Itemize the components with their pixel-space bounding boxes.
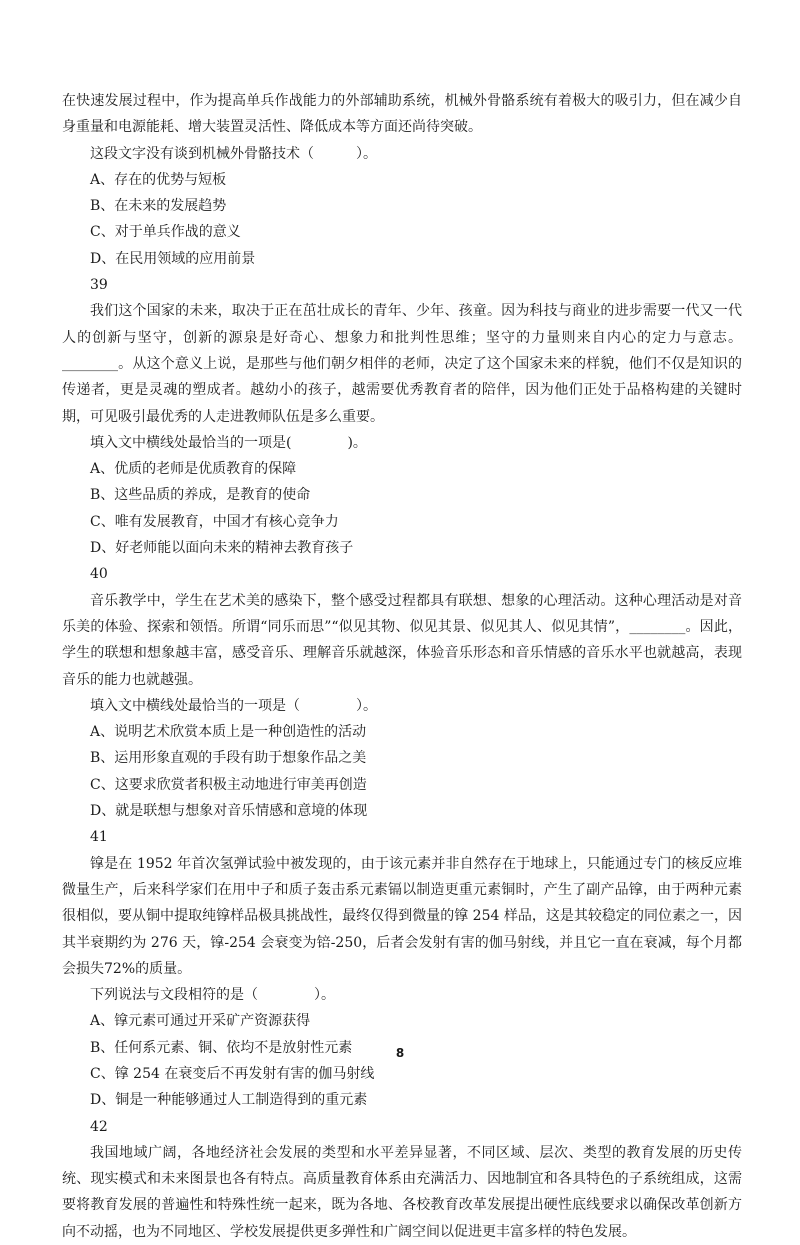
- option-c: C、这要求欣赏者积极主动地进行审美再创造: [90, 776, 367, 793]
- option-b: B、在未来的发展趋势: [90, 198, 227, 215]
- question-stem: 填入文中横线处最恰当的一项是（ ）。: [90, 697, 377, 714]
- option-b: B、任何系元素、铜、依均不是放射性元素: [90, 1039, 353, 1056]
- question-number: 42: [90, 1118, 108, 1135]
- question-stem: 下列说法与文段相符的是（ ）。: [90, 987, 335, 1004]
- option-b: B、这些品质的养成，是教育的使命: [90, 487, 311, 504]
- passage-continuation: 在快速发展过程中，作为提高单兵作战能力的外部辅助系统，机械外骨骼系统有着极大的吸引力，但在减少自身重量和电源能耗、增大装置灵活性、降低成本等方面还尚待突破。: [62, 93, 742, 136]
- question-40-block: [62, 561, 742, 824]
- question-39-block: [62, 272, 742, 561]
- question-passage: 音乐教学中，学生在艺术美的感染下，整个感受过程都具有联想、想象的心理活动。这种心理活动是对音乐美的体验、探索和领悟。所谓“同乐而思”“似见其物、似见其景、似见其人、似见其情”，________。因此，学生的联想和想象越丰富，感受音乐、理解音乐就越深，体验音乐形态和音乐情感的音乐水平也就越高，表现音乐的能力也就越强。: [62, 592, 742, 688]
- question-41-block: [62, 824, 742, 1113]
- question-passage: 镎是在 1952 年首次氢弹试验中被发现的，由于该元素并非自然存在于地球上，只能通过专门的核反应堆微量生产，后来科学家们在用中子和质子轰击系元素镉以制造更重元素铜时，产生了副产品镎，由于两种元素很相似，要从铜中提取纯镎样品极具挑战性，最终仅得到微量的镎 254 样品，这是其较稳定的同位素之一，因其半衰期约为 276 天，镎-254 会衰变为锫-250，后者会发射有害的伽马射线，并且它一直在衰减，每个月都会损失72%的质量。: [62, 855, 742, 977]
- question-number: 40: [90, 566, 108, 583]
- page-number: 8: [395, 1046, 405, 1060]
- question-stem: 填入文中横线处最恰当的一项是( )。: [90, 434, 367, 451]
- option-d: D、好老师能以面向未来的精神去教育孩子: [90, 540, 354, 557]
- option-c: C、镎 254 在衰变后不再发射有害的伽马射线: [90, 1065, 375, 1082]
- option-a: A、镎元素可通过开采矿产资源获得: [90, 1013, 311, 1030]
- option-d: D、铜是一种能够通过人工制造得到的重元素: [90, 1092, 368, 1109]
- question-number: 39: [90, 277, 108, 294]
- option-a: A、优质的老师是优质教育的保障: [90, 461, 297, 478]
- option-a: A、说明艺术欣赏本质上是一种创造性的活动: [90, 724, 367, 741]
- option-c: C、对于单兵作战的意义: [90, 224, 241, 241]
- option-d: D、在民用领域的应用前景: [90, 250, 256, 267]
- option-c: C、唯有发展教育，中国才有核心竞争力: [90, 513, 339, 530]
- question-38-block: [62, 88, 742, 272]
- option-a: A、存在的优势与短板: [90, 171, 227, 188]
- question-42-block: [62, 1114, 742, 1245]
- page-content: [62, 88, 742, 1245]
- option-d: D、就是联想与想象对音乐情感和意境的体现: [90, 803, 368, 820]
- option-b: B、运用形象直观的手段有助于想象作品之美: [90, 750, 367, 767]
- question-stem: 这段文字没有谈到机械外骨骼技术（ ）。: [90, 145, 377, 162]
- question-passage: 我国地域广阔，各地经济社会发展的类型和水平差异显著，不同区域、层次、类型的教育发展的历史传统、现实模式和未来图景也各有特点。高质量教育体系由充满活力、因地制宜和各具特色的子系统组成，这需要将教育发展的普遍性和特殊性统一起来，既为各地、各校教育改革发展提出硬性底线要求以确保改革创新方向不动摇，也为不同地区、学校发展提供更多弹性和广阔空间以促进更丰富多样的特色发展。: [62, 1144, 742, 1240]
- question-passage: 我们这个国家的未来，取决于正在茁壮成长的青年、少年、孩童。因为科技与商业的进步需要一代又一代人的创新与坚守，创新的源泉是好奇心、想象力和批判性思维；坚守的力量则来自内心的定力与意志。________。从这个意义上说，是那些与他们朝夕相伴的老师，决定了这个国家未来的样貌，他们不仅是知识的传递者，更是灵魂的塑成者。越幼小的孩子，越需要优秀教育者的陪伴，因为他们正处于品格构建的关键时期，可见吸引最优秀的人走进教师队伍是多么重要。: [62, 303, 742, 425]
- question-number: 41: [90, 829, 108, 846]
